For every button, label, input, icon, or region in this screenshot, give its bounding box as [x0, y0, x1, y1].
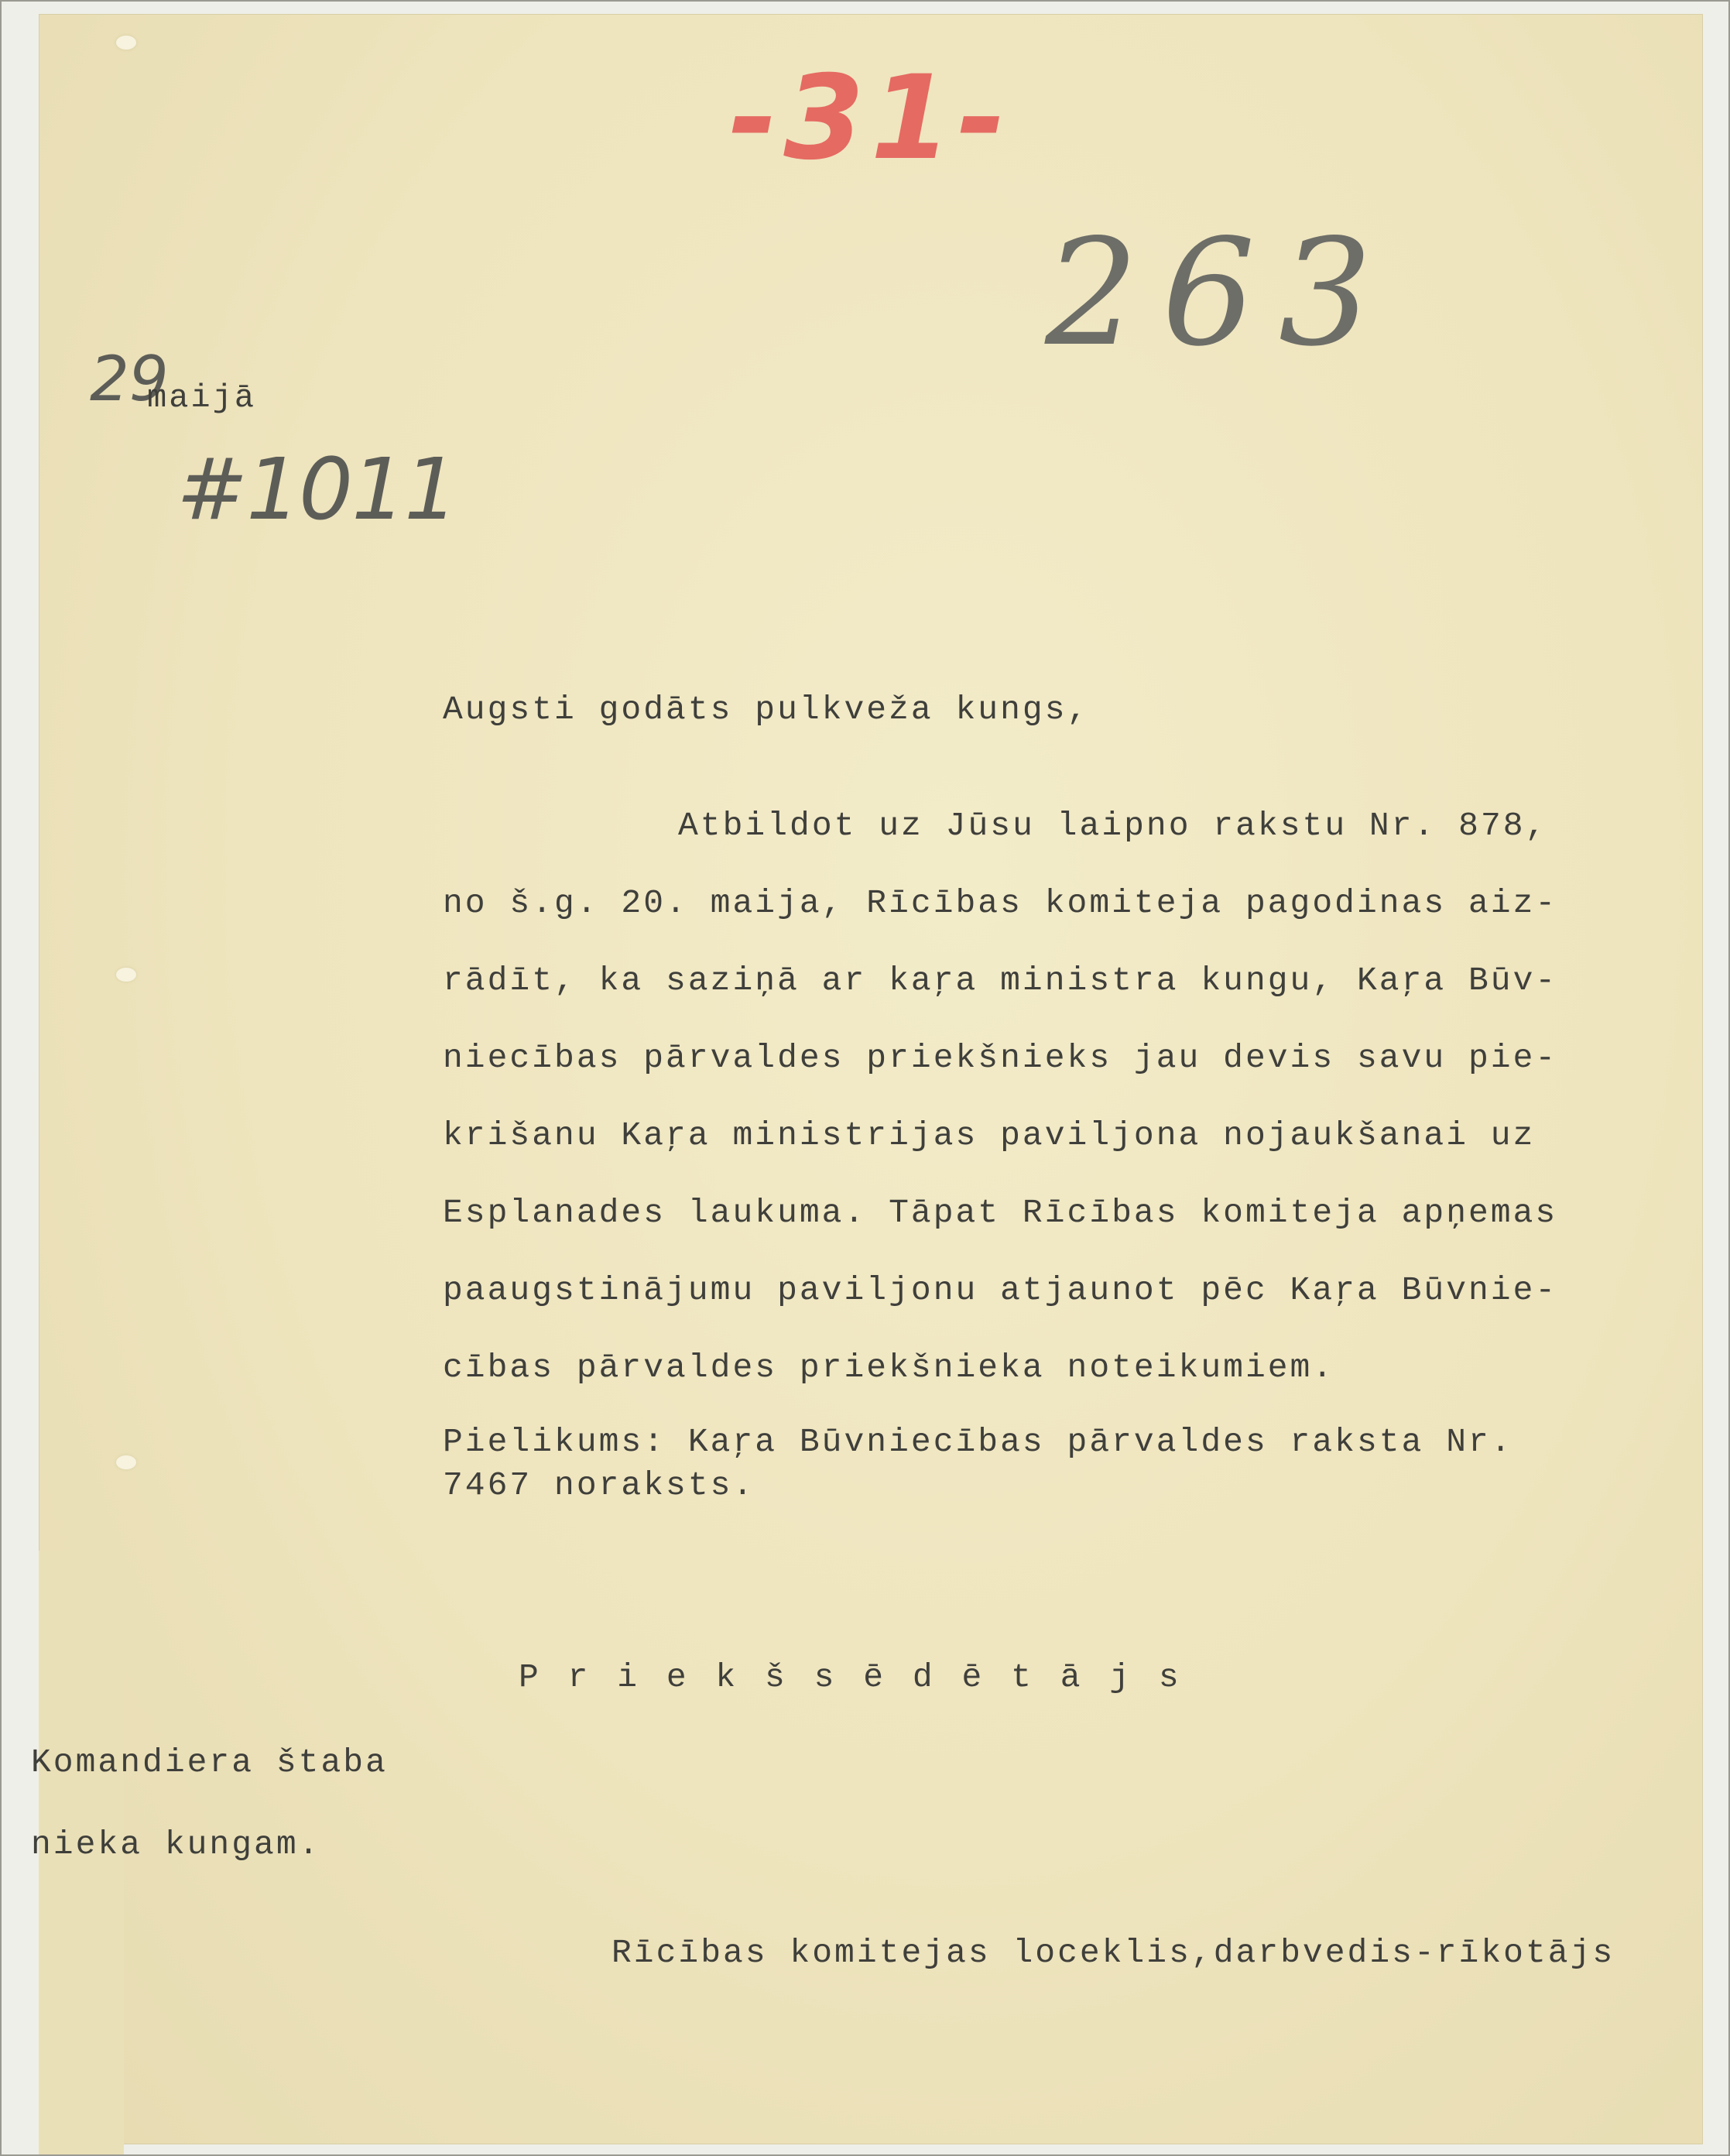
body-line: paaugstinājumu paviljonu atjaunot pēc Kaŗa Būvnie- — [443, 1271, 1558, 1309]
addressee-line: Komandiera štaba — [31, 1743, 388, 1781]
paper-damage-mark — [116, 36, 136, 50]
signatory-line: Rīcības komitejas loceklis,darbvedis-rīkotājs — [611, 1934, 1615, 1972]
attachment-line: Pielikums: Kaŗa Būvniecības pārvaldes raksta Nr. — [443, 1423, 1513, 1461]
body-line: no š.g. 20. maija, Rīcības komiteja pagodinas aiz- — [443, 884, 1558, 922]
body-line: Atbildot uz Jūsu laipno rakstu Nr. 878, — [678, 807, 1548, 845]
paper-damage-mark — [116, 968, 136, 982]
archive-page-number: 263 — [1045, 207, 1396, 379]
body-line: niecības pārvaldes priekšnieks jau devis savu pie- — [443, 1039, 1558, 1077]
red-folio-number: -31- — [729, 51, 1012, 186]
handwritten-reference-number: #1011 — [176, 440, 457, 539]
handwritten-date-day: 29 — [90, 343, 169, 415]
date-month: maijā — [147, 379, 257, 416]
body-line: krišanu Kaŗa ministrijas paviljona nojaukšanai uz — [443, 1116, 1536, 1154]
salutation: Augsti godāts pulkveža kungs, — [443, 691, 1090, 728]
attachment-line: 7467 noraksts. — [443, 1466, 755, 1504]
body-line: rādīt, ka saziņā ar kaŗa ministra kungu, Kaŗa Būv- — [443, 961, 1558, 999]
chairman-title: P r i e k š s ē d ē t ā j s — [519, 1658, 1184, 1696]
paper-sheet — [31, 14, 1703, 2144]
paper-damage-mark — [116, 1455, 136, 1469]
body-line: cības pārvaldes priekšnieka noteikumiem. — [443, 1349, 1335, 1386]
body-line: Esplanades laukuma. Tāpat Rīcības komiteja apņemas — [443, 1194, 1558, 1232]
addressee-line: nieka kungam. — [31, 1825, 321, 1863]
